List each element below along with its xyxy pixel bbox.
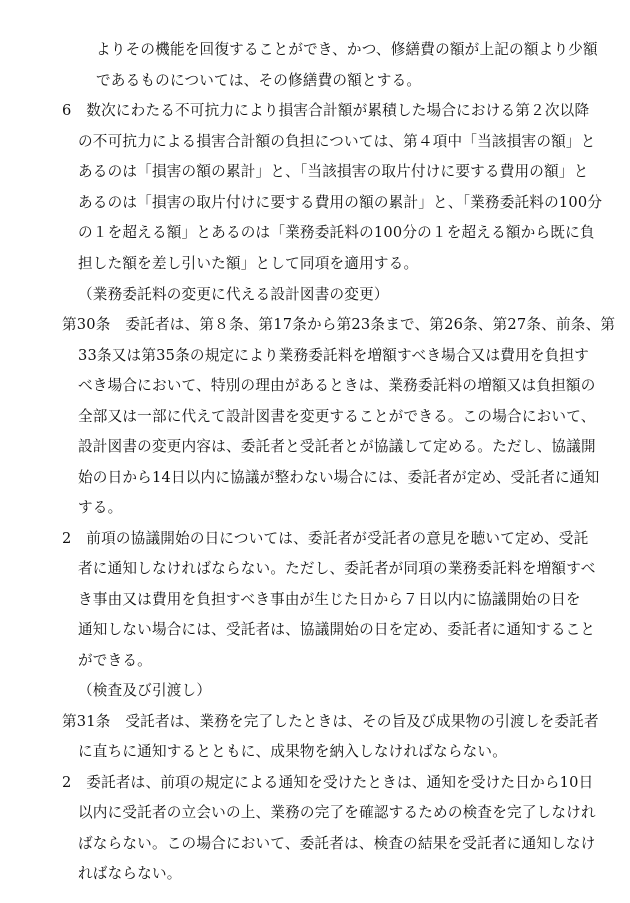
text-line: ればならない。 [78, 865, 182, 882]
text-line: 担した額を差し引いた額」として同項を適用する。 [78, 255, 419, 272]
text-line: する。 [78, 499, 123, 516]
text-line: き事由又は費用を負担すべき事由が生じた日から７日以内に協議開始の日を [78, 591, 581, 608]
article-31-paragraph-2-start: 2 委託者は、前項の規定による通知を受けたときは、通知を受けた日から10日 [62, 774, 594, 791]
article-30-heading: （業務委託料の変更に代える設計図書の変更） [78, 286, 389, 303]
text-line: 33条又は第35条の規定により業務委託料を増額すべき場合又は費用を負担す [78, 347, 590, 364]
text-line: 設計図書の変更内容は、委託者と受託者とが協議して定める。ただし、協議開 [78, 438, 596, 455]
article-30-paragraph-2-start: 2 前項の協議開始の日については、委託者が受託者の意見を聴いて定め、受託 [62, 530, 589, 547]
text-line: の不可抗力による損害合計額の負担については、第４項中「当該損害の額」と [78, 133, 596, 150]
text-line: に直ちに通知するとともに、成果物を納入しなければならない。 [78, 743, 508, 760]
article-31-heading: （検査及び引渡し） [78, 682, 212, 699]
text-line: 者に通知しなければならない。ただし、委託者が同項の業務委託料を増額すべ [78, 560, 596, 577]
text-line: 始の日から14日以内に協議が整わない場合には、委託者が定め、受託者に通知 [78, 469, 600, 486]
text-line: ばならない。この場合において、委託者は、検査の結果を受託者に通知しなけ [78, 835, 596, 852]
text-line: 全部又は一部に代えて設計図書を変更することができる。この場合において、 [78, 408, 596, 425]
text-line: あるのは「損害の取片付けに要する費用の額の累計」と、「業務委託料の100分 [78, 194, 603, 211]
text-line: よりその機能を回復することができ、かつ、修繕費の額が上記の額より少額 [96, 41, 598, 58]
text-line: べき場合において、特別の理由があるときは、業務委託料の増額又は負担額の [78, 377, 596, 394]
text-line: の１を超える額」とあるのは「業務委託料の100分の１を超える額から既に負 [78, 224, 595, 241]
text-line: 通知しない場合には、受託者は、協議開始の日を定め、委託者に通知すること [78, 621, 596, 638]
text-line: であるものについては、その修繕費の額とする。 [96, 72, 422, 89]
text-line: 以内に受託者の立会いの上、業務の完了を確認するための検査を完了しなけれ [78, 804, 596, 821]
article-30-start: 第30条 委託者は、第８条、第17条から第23条まで、第26条、第27条、前条、第 [62, 316, 616, 333]
text-line: あるのは「損害の額の累計」と、「当該損害の取片付けに要する費用の額」と [78, 163, 589, 180]
article-31-start: 第31条 受託者は、業務を完了したときは、その旨及び成果物の引渡しを委託者 [62, 713, 599, 730]
paragraph-6-start: 6 数次にわたる不可抗力により損害合計額が累積した場合における第２次以降 [62, 102, 590, 119]
text-line: ができる。 [78, 652, 152, 669]
